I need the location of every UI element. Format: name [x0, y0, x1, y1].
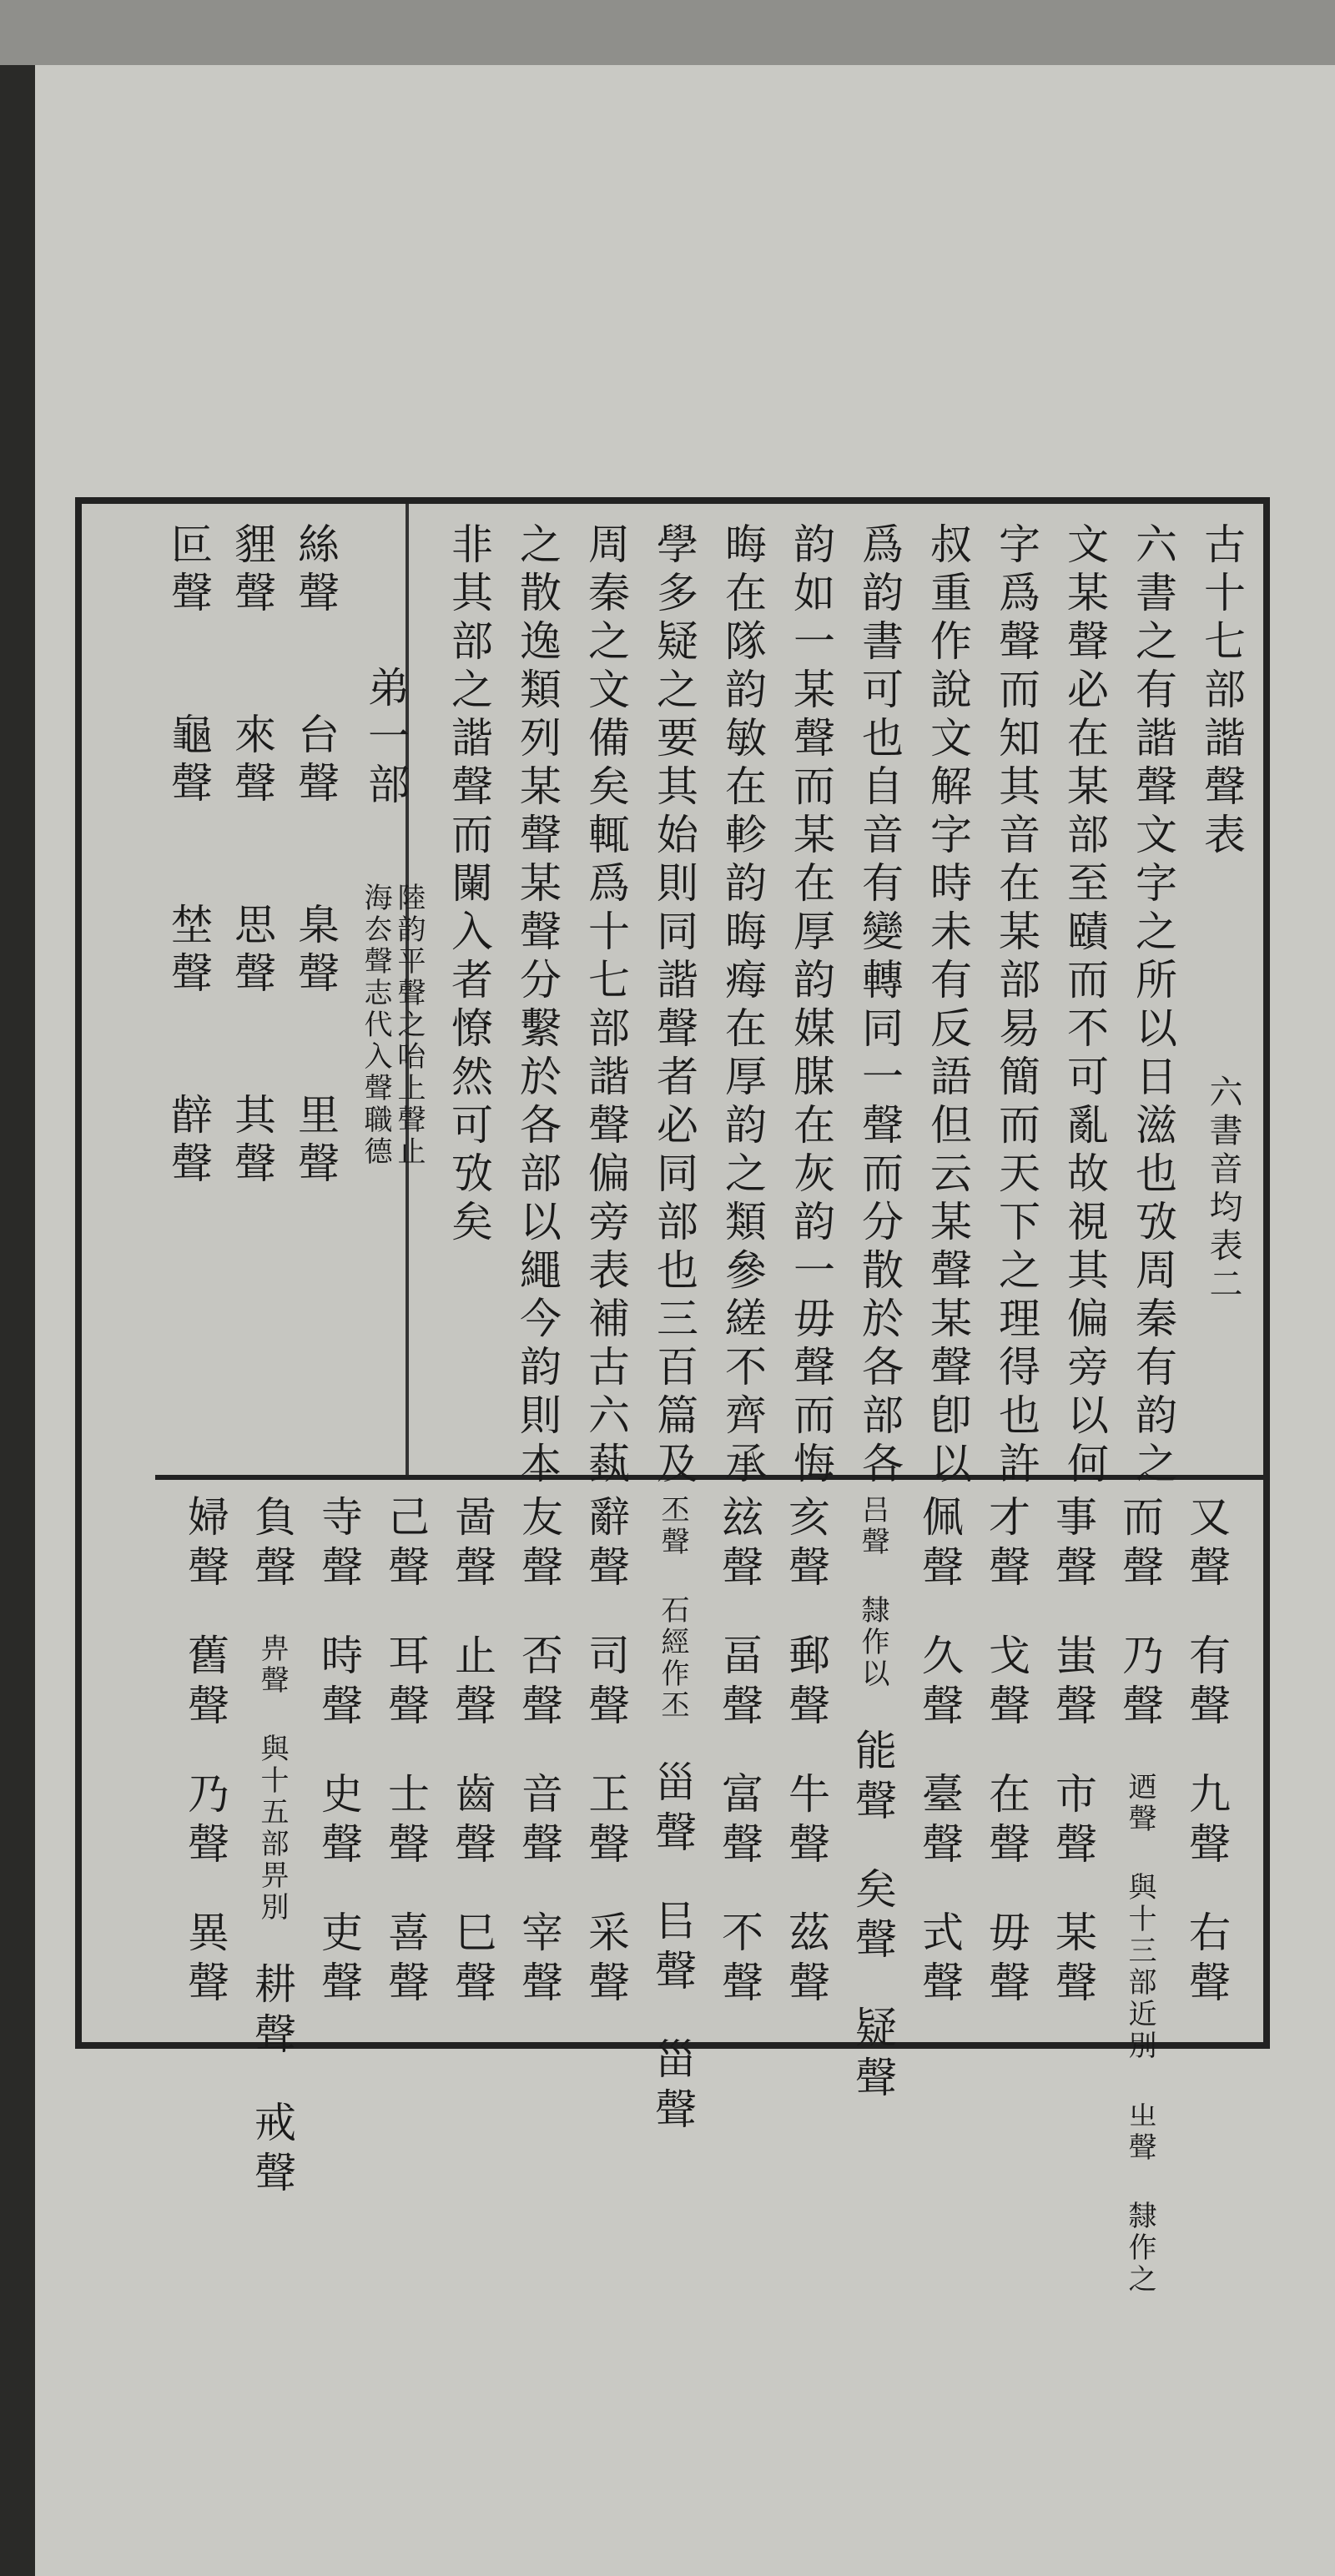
entry: 又聲	[1182, 1495, 1231, 1595]
entry: 茲聲	[782, 1910, 830, 2010]
section-title	[352, 666, 419, 811]
entry: 臺聲	[915, 1772, 964, 1872]
entry: 毋聲	[982, 1910, 1030, 2010]
text-col: 學多疑之要其始則同諧聲者必同部也三百篇及	[650, 522, 698, 1490]
entry: 時聲	[315, 1633, 363, 1733]
entry: 㞢聲 隸作之	[1123, 2101, 1156, 2296]
entry: 舊聲	[181, 1633, 229, 1733]
lower-col	[639, 1495, 706, 2176]
lower-col	[1040, 1495, 1106, 2049]
entry: 司聲	[582, 1633, 630, 1733]
entry: 久聲	[915, 1633, 964, 1733]
entry: 啚聲	[448, 1495, 496, 1595]
entry: 式聲	[915, 1910, 964, 2010]
entry: 㠪聲	[582, 1772, 630, 1872]
entry: 乃聲	[1116, 1633, 1164, 1733]
upper-left-col	[219, 522, 285, 1228]
text-col: 文某聲必在某部至賾而不可亂故視其偏旁以何	[1060, 522, 1109, 1490]
lower-col	[973, 1495, 1040, 2049]
entry: 其聲	[228, 1093, 276, 1190]
entry: 負聲	[248, 1495, 296, 1595]
entry: 音聲	[515, 1772, 563, 1872]
lower-col	[239, 1495, 305, 2239]
entry: 疑聲	[849, 2005, 897, 2106]
entry: 事聲	[1049, 1495, 1097, 1595]
entry: 丕聲 石經作丕	[656, 1495, 689, 1722]
entry: 絲聲	[291, 522, 340, 619]
subheading-text: 六書音均表二	[1204, 1074, 1242, 1305]
scan-top-band	[0, 0, 1335, 65]
entry: 辪聲	[164, 1093, 213, 1190]
text-col: 之散逸類列某聲某聲分繫於各部以繩今韵則本	[513, 522, 562, 1490]
entry: 己聲	[381, 1495, 430, 1595]
lower-col	[506, 1495, 572, 2049]
entry: 蚩聲	[1049, 1633, 1097, 1733]
entry: 辭聲	[582, 1495, 630, 1595]
entry: 在聲	[982, 1772, 1030, 1872]
text-col: 周秦之文備矣輒爲十七部諧聲偏旁表補古六蓺	[582, 522, 630, 1490]
text-col: 叔重作說文解字時未有反語但云某聲某聲卽以	[924, 522, 972, 1490]
text-col: 非其部之諧聲而闌入者憭然可攷矣	[445, 522, 493, 1248]
entry: 而聲	[1116, 1495, 1164, 1595]
lower-col	[1173, 1495, 1240, 2049]
entry: 矣聲	[849, 1867, 897, 1967]
entry: 九聲	[1182, 1772, 1231, 1872]
upper-left-col	[282, 522, 349, 1228]
entry: 耳聲	[381, 1633, 430, 1733]
entry: 異聲	[181, 1910, 229, 2010]
section-note-b: 海厺聲志代入聲職德	[359, 883, 392, 1168]
entry: 市聲	[1049, 1772, 1097, 1872]
entry: 吕聲 隸作以	[856, 1495, 889, 1690]
entry: 富聲	[715, 1772, 763, 1872]
section-title-text: 弟一部	[361, 666, 410, 811]
lower-col	[839, 1495, 906, 2144]
entry: 宰聲	[515, 1910, 563, 2010]
entry: 士聲	[381, 1772, 430, 1872]
entry: 寺聲	[315, 1495, 363, 1595]
entry: 戒聲	[248, 2101, 296, 2201]
entry: 㠯聲	[648, 1899, 697, 1999]
entry: 亥聲	[782, 1495, 830, 1595]
lower-col	[172, 1495, 239, 2049]
entry: 叵聲	[164, 522, 213, 619]
entry: 否聲	[515, 1633, 563, 1733]
entry: 郵聲	[782, 1633, 830, 1733]
entry: 畐聲	[715, 1633, 763, 1733]
entry: 台聲	[291, 712, 340, 809]
text-col: 爲韵書可也自音有變轉同一聲而分散於各部各	[855, 522, 904, 1490]
subheading	[1190, 1074, 1257, 1305]
entry: 某聲	[1049, 1910, 1097, 2010]
entry: 牛聲	[782, 1772, 830, 1872]
entry: 佩聲	[915, 1495, 964, 1595]
text-col: 字爲聲而知其音在某部易簡而天下之理得也許	[992, 522, 1040, 1490]
entry: 里聲	[291, 1093, 340, 1190]
entry: 甾聲	[648, 2037, 697, 2137]
section-note-a: 陸韵平聲之咍上聲止	[392, 883, 426, 1168]
entry: 婦聲	[181, 1495, 229, 1595]
entry: 畁聲 與十五部畀別	[255, 1633, 289, 1924]
entry: 甾聲	[648, 1760, 697, 1860]
scan-edge	[0, 0, 35, 2576]
entry: 迺聲 與十三部近別	[1123, 1772, 1156, 2062]
entry: 喜聲	[381, 1910, 430, 2010]
entry: 埜聲	[164, 903, 213, 999]
page	[35, 65, 1335, 2576]
entry: 有聲	[1182, 1633, 1231, 1733]
entry: 龜聲	[164, 712, 213, 809]
entry: 乃聲	[181, 1772, 229, 1872]
entry: 戈聲	[982, 1633, 1030, 1733]
lower-col	[1106, 1495, 1173, 2334]
entry: 來聲	[228, 712, 276, 809]
entry: 臬聲	[291, 903, 340, 999]
text-col: 韵如一某聲而某在厚韵媒腜在灰韵一毋聲而悔	[787, 522, 835, 1490]
entry: 思聲	[228, 903, 276, 999]
lower-col	[906, 1495, 973, 2049]
heading	[1188, 522, 1255, 861]
text-col: 晦在隊韵敏在軫韵晦痗在厚韵之類參縒不齊承	[718, 522, 767, 1490]
entry: 采聲	[582, 1910, 630, 2010]
entry: 吏聲	[315, 1910, 363, 2010]
lower-col	[372, 1495, 439, 2049]
lower-col	[706, 1495, 773, 2049]
lower-col	[773, 1495, 839, 2049]
entry: 齒聲	[448, 1772, 496, 1872]
entry: 止聲	[448, 1633, 496, 1733]
entry: 友聲	[515, 1495, 563, 1595]
upper-left-col	[155, 522, 222, 1228]
lower-col	[439, 1495, 506, 2049]
entry: 右聲	[1182, 1910, 1231, 2010]
entry: 史聲	[315, 1772, 363, 1872]
text-col: 六書之有諧聲文字之所以日滋也攷周秦有韵之	[1129, 522, 1177, 1490]
lower-col	[572, 1495, 639, 2049]
entry: 不聲	[715, 1910, 763, 2010]
heading-text: 古十七部諧聲表	[1197, 522, 1246, 861]
lower-col	[305, 1495, 372, 2049]
entry: 貍聲	[228, 522, 276, 619]
entry: 才聲	[982, 1495, 1030, 1595]
entry: 巳聲	[448, 1910, 496, 2010]
entry: 玆聲	[715, 1495, 763, 1595]
entry: 能聲	[849, 1728, 897, 1829]
entry: 耕聲	[248, 1962, 296, 2062]
